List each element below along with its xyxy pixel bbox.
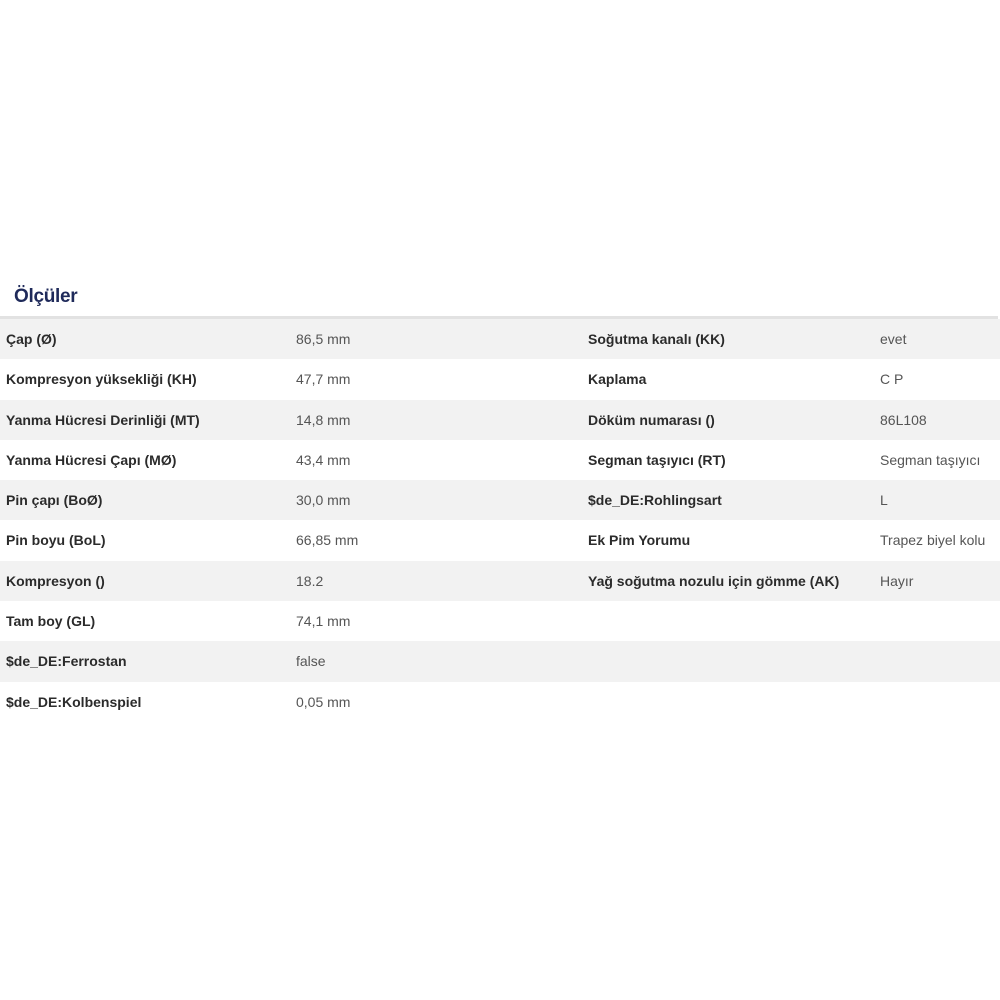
spec-label: Yağ soğutma nozulu için gömme (AK) (588, 572, 840, 589)
spec-label (588, 641, 870, 681)
spec-label: Çap (Ø) (6, 331, 57, 347)
spec-value: 43,4 mm (296, 451, 351, 468)
spec-value: C P (880, 371, 904, 388)
spec-value: Trapez biyel kolu (880, 532, 986, 549)
table-row (0, 641, 1000, 681)
spec-value: 18.2 (296, 572, 324, 589)
spec-value: L (880, 492, 888, 509)
spec-value: 14,8 mm (296, 411, 351, 428)
spec-label: Yanma Hücresi Derinliği (MT) (6, 411, 200, 428)
spec-label (588, 682, 870, 722)
spec-label: $de_DE:Ferrostan (6, 653, 127, 670)
spec-label: Kompresyon () (6, 572, 105, 589)
spec-value (880, 641, 998, 681)
spec-value: 86,5 mm (296, 331, 351, 347)
table-row (0, 682, 1000, 722)
spec-label: Ek Pim Yorumu (588, 532, 691, 549)
spec-value (880, 601, 998, 641)
table-row (0, 601, 1000, 641)
dimensions-section (0, 278, 1000, 722)
table-row (0, 561, 1000, 601)
spec-value: 74,1 mm (296, 613, 351, 630)
spec-value: 86L108 (880, 411, 927, 428)
table-row (0, 359, 1000, 399)
table-row (0, 400, 1000, 440)
spec-label: $de_DE:Rohlingsart (588, 492, 722, 509)
spec-label: Kompresyon yüksekliği (KH) (6, 371, 197, 388)
spec-table (0, 319, 1000, 722)
spec-label: Döküm numarası () (588, 411, 715, 428)
spec-value: evet (880, 331, 907, 347)
spec-value (880, 682, 998, 722)
table-row (0, 480, 1000, 520)
spec-value: 30,0 mm (296, 492, 351, 509)
spec-label: Segman taşıyıcı (RT) (588, 451, 726, 468)
table-row (0, 440, 1000, 480)
spec-label: Pin boyu (BoL) (6, 532, 106, 549)
spec-value: Hayır (880, 572, 914, 589)
spec-label: Yanma Hücresi Çapı (MØ) (6, 451, 177, 468)
spec-label: Tam boy (GL) (6, 613, 96, 630)
spec-label: Pin çapı (BoØ) (6, 492, 103, 509)
table-row (0, 319, 1000, 359)
table-row (0, 520, 1000, 560)
spec-value: 0,05 mm (296, 693, 351, 710)
spec-label: $de_DE:Kolbenspiel (6, 693, 142, 710)
section-title: Ölçüler (14, 286, 78, 307)
spec-label: Soğutma kanalı (KK) (588, 331, 725, 347)
spec-label: Kaplama (588, 371, 647, 388)
spec-label (588, 601, 870, 641)
spec-value: 66,85 mm (296, 532, 359, 549)
spec-value: Segman taşıyıcı (880, 451, 981, 468)
spec-value: 47,7 mm (296, 371, 351, 388)
spec-value: false (296, 653, 326, 670)
